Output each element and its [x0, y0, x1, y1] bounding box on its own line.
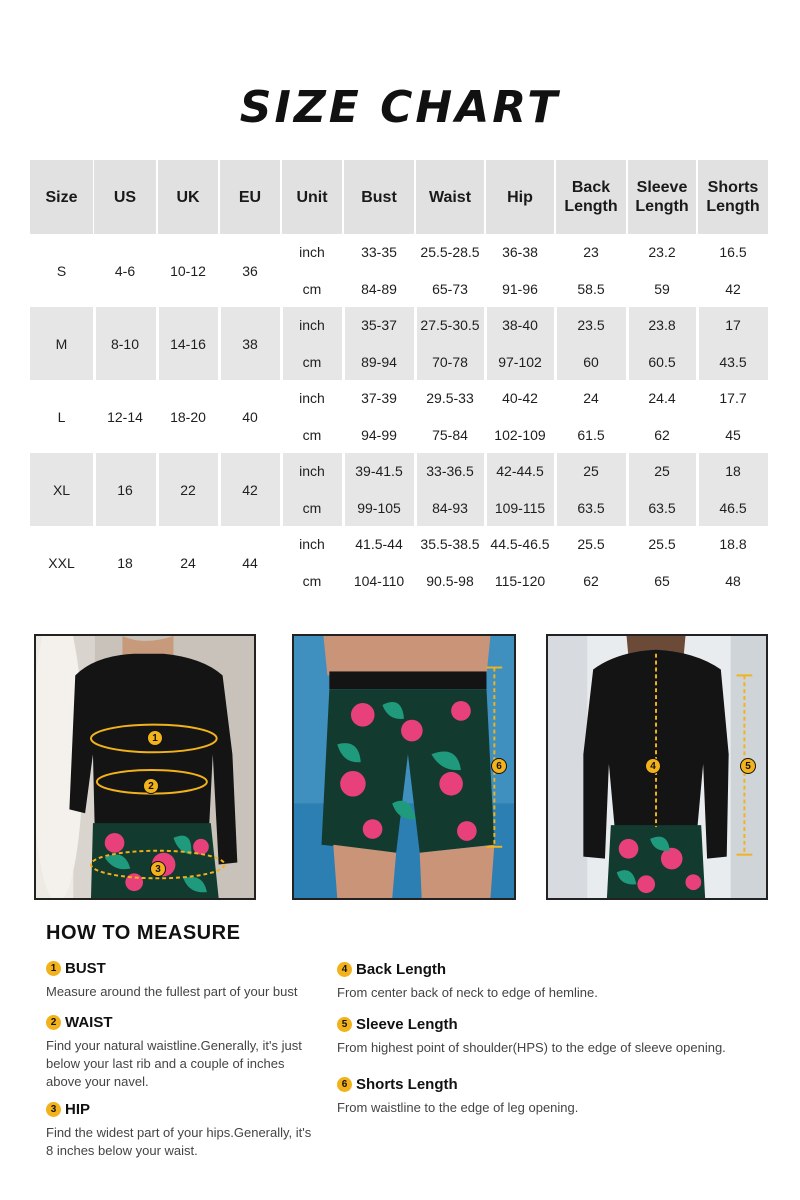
cell-cm-value: 60.5: [648, 354, 676, 370]
cell-inch-value: 16.5: [719, 244, 747, 260]
cell-cm-value: 97-102: [498, 354, 542, 370]
cell-inch-value: 17: [725, 317, 741, 333]
cell-cm-value: 43.5: [719, 354, 747, 370]
cell-inch-value: 41.5-44: [355, 536, 403, 552]
cell-cm-value: 65-73: [432, 281, 468, 297]
cell-eu: 36: [242, 262, 258, 279]
table-row: [30, 380, 768, 453]
measure-item-heading: [46, 1101, 316, 1118]
column-header: [486, 160, 554, 234]
cell-size: XL: [52, 481, 71, 498]
cell-eu: 38: [242, 335, 258, 352]
cell-cm-value: 63.5: [577, 500, 605, 516]
number-badge: 5: [337, 1017, 352, 1032]
cell-inch-value: 25.5: [648, 536, 676, 552]
measure-item-heading: [46, 960, 316, 977]
column-header-label: Length: [635, 198, 689, 215]
cell-inch-value: inch: [299, 390, 325, 406]
cell-inch-value: 24: [583, 390, 599, 406]
cell-cm-value: 91-96: [502, 281, 538, 297]
cell-inch-value: 25.5: [577, 536, 605, 552]
cell-cm-value: 45: [725, 427, 741, 443]
measure-item: [46, 960, 316, 1001]
number-badge: 1: [46, 961, 61, 976]
cell-cm-value: 75-84: [432, 427, 468, 443]
cell-inch-value: 23.8: [648, 317, 676, 333]
table-row: [30, 307, 768, 380]
cell-inch-value: inch: [299, 244, 325, 260]
measure-item-description: From highest point of shoulder(HPS) to the edge of sleeve opening.: [337, 1040, 726, 1055]
cell-cm-value: 63.5: [648, 500, 676, 516]
table-header-row: [30, 160, 768, 234]
cell-size: XXL: [48, 554, 75, 571]
measure-item-label: HIP: [65, 1101, 91, 1118]
cell-cm-value: 42: [725, 281, 741, 297]
cell-cm-value: 70-78: [432, 354, 468, 370]
column-header-label: US: [113, 188, 137, 206]
measure-marker-badge: 3: [150, 861, 166, 877]
column-header-label: Shorts: [707, 179, 759, 196]
cell-inch-value: 33-35: [361, 244, 397, 260]
measure-marker-badge: 1: [147, 730, 163, 746]
cell-uk: 24: [180, 554, 196, 571]
column-header-label: Unit: [296, 188, 328, 206]
measure-item: [46, 1014, 316, 1091]
cell-cm-value: 65: [654, 573, 670, 589]
column-header: [698, 160, 768, 234]
cell-inch-value: 25: [583, 463, 599, 479]
cell-cm-value: 46.5: [719, 500, 747, 516]
cell-cm-value: 99-105: [357, 500, 401, 516]
cell-eu: 40: [242, 408, 258, 425]
table-body: [30, 234, 768, 599]
cell-size: L: [57, 408, 66, 425]
cell-inch-value: 29.5-33: [426, 390, 474, 406]
cell-inch-value: 33-36.5: [426, 463, 474, 479]
cell-cm-value: 59: [654, 281, 670, 297]
column-header-label: Waist: [428, 188, 472, 206]
measure-item-label: WAIST: [65, 1014, 113, 1031]
cell-cm-value: cm: [302, 427, 322, 443]
column-header-label: Hip: [507, 188, 533, 206]
how-to-measure-heading: HOW TO MEASURE: [46, 922, 241, 944]
cell-inch-value: 38-40: [502, 317, 538, 333]
cell-us: 16: [117, 481, 133, 498]
cell-cm-value: 104-110: [353, 573, 405, 589]
measure-item-description: From waistline to the edge of leg opening.: [337, 1100, 579, 1115]
measure-item: [337, 961, 757, 1002]
cell-cm-value: 62: [583, 573, 599, 589]
cell-us: 12-14: [107, 408, 143, 425]
number-badge: 3: [46, 1102, 61, 1117]
cell-cm-value: 109-115: [494, 500, 546, 516]
cell-size: M: [55, 335, 68, 352]
cell-cm-value: 61.5: [577, 427, 605, 443]
measure-item-label: BUST: [65, 960, 106, 977]
shorts-measure-photo: [292, 634, 516, 900]
measure-item-description: Measure around the fullest part of your bust: [46, 984, 298, 999]
measure-marker-badge: 4: [645, 758, 661, 774]
measure-item-label: Sleeve Length: [356, 1016, 458, 1033]
cell-us: 18: [117, 554, 133, 571]
cell-inch-value: 18.8: [719, 536, 747, 552]
column-header-label: EU: [238, 188, 262, 206]
cell-uk: 22: [180, 481, 196, 498]
cell-inch-value: 39-41.5: [355, 463, 403, 479]
measure-item-description: Find your natural waistline.Generally, it's just below your last rib and a couple of inches above your navel.: [46, 1038, 302, 1089]
cell-inch-value: 17.7: [719, 390, 747, 406]
cell-cm-value: 84-89: [361, 281, 397, 297]
cell-inch-value: 18: [725, 463, 741, 479]
cell-cm-value: 102-109: [494, 427, 546, 443]
column-header-label: Bust: [361, 188, 397, 206]
column-header: [30, 160, 93, 234]
cell-inch-value: 37-39: [361, 390, 397, 406]
cell-cm-value: 90.5-98: [426, 573, 474, 589]
cell-eu: 42: [242, 481, 258, 498]
measure-item: [337, 1016, 757, 1057]
number-badge: 6: [337, 1077, 352, 1092]
cell-inch-value: 42-44.5: [496, 463, 544, 479]
measure-item-description: From center back of neck to edge of hemline.: [337, 985, 598, 1000]
cell-inch-value: 25: [654, 463, 670, 479]
cell-inch-value: 27.5-30.5: [420, 317, 480, 333]
size-chart-table: [30, 160, 768, 599]
cell-inch-value: 24.4: [648, 390, 676, 406]
cell-cm-value: 60: [583, 354, 599, 370]
measure-item: [337, 1076, 757, 1117]
column-header: [416, 160, 484, 234]
cell-inch-value: 23.2: [648, 244, 676, 260]
cell-inch-value: inch: [299, 317, 325, 333]
column-header: [94, 160, 156, 234]
front-measure-photo: [34, 634, 256, 900]
cell-cm-value: 94-99: [361, 427, 397, 443]
measure-item-label: Back Length: [356, 961, 447, 978]
cell-cm-value: 84-93: [432, 500, 468, 516]
number-badge: 2: [46, 1015, 61, 1030]
measure-item-heading: [337, 961, 757, 978]
measure-marker-badge: 5: [740, 758, 756, 774]
cell-uk: 10-12: [170, 262, 206, 279]
measure-item-heading: [46, 1014, 316, 1031]
cell-cm-value: 89-94: [361, 354, 397, 370]
column-header: [556, 160, 626, 234]
cell-inch-value: 36-38: [502, 244, 538, 260]
cell-eu: 44: [242, 554, 258, 571]
measure-item-heading: [337, 1016, 757, 1033]
column-header-label: Size: [45, 188, 78, 206]
column-header-label: Back: [571, 179, 611, 196]
cell-cm-value: 48: [725, 573, 741, 589]
column-header: [628, 160, 696, 234]
column-header-label: Length: [564, 198, 618, 215]
cell-uk: 14-16: [170, 335, 206, 352]
cell-uk: 18-20: [170, 408, 206, 425]
cell-inch-value: 40-42: [502, 390, 538, 406]
cell-cm-value: cm: [302, 500, 322, 516]
cell-cm-value: 62: [654, 427, 670, 443]
cell-inch-value: 23: [583, 244, 599, 260]
column-header: [282, 160, 342, 234]
cell-us: 8-10: [110, 335, 140, 352]
column-header-label: UK: [176, 188, 200, 206]
column-header-label: Length: [706, 198, 760, 215]
measure-item: [46, 1101, 316, 1160]
cell-us: 4-6: [114, 262, 136, 279]
cell-inch-value: 35-37: [361, 317, 397, 333]
cell-inch-value: 35.5-38.5: [420, 536, 480, 552]
column-header: [220, 160, 280, 234]
measure-item-heading: [337, 1076, 757, 1093]
cell-inch-value: 25.5-28.5: [420, 244, 480, 260]
column-header: [158, 160, 218, 234]
cell-inch-value: 44.5-46.5: [490, 536, 550, 552]
table-row: [30, 526, 768, 599]
cell-cm-value: 115-120: [494, 573, 546, 589]
table-row: [30, 453, 768, 526]
measure-marker-badge: 6: [491, 758, 507, 774]
column-header-label: Sleeve: [636, 179, 688, 196]
cell-inch-value: inch: [299, 463, 325, 479]
measure-marker-badge: 2: [143, 778, 159, 794]
cell-cm-value: 58.5: [577, 281, 605, 297]
cell-cm-value: cm: [302, 354, 322, 370]
cell-size: S: [56, 262, 67, 279]
measure-item-description: Find the widest part of your hips.Generally, it's 8 inches below your waist.: [46, 1125, 312, 1158]
cell-inch-value: 23.5: [577, 317, 605, 333]
cell-inch-value: inch: [299, 536, 325, 552]
page-title: SIZE CHART: [239, 82, 561, 133]
cell-cm-value: cm: [302, 573, 322, 589]
cell-cm-value: cm: [302, 281, 322, 297]
column-header: [344, 160, 414, 234]
number-badge: 4: [337, 962, 352, 977]
table-row: [30, 234, 768, 307]
measure-item-label: Shorts Length: [356, 1076, 458, 1093]
